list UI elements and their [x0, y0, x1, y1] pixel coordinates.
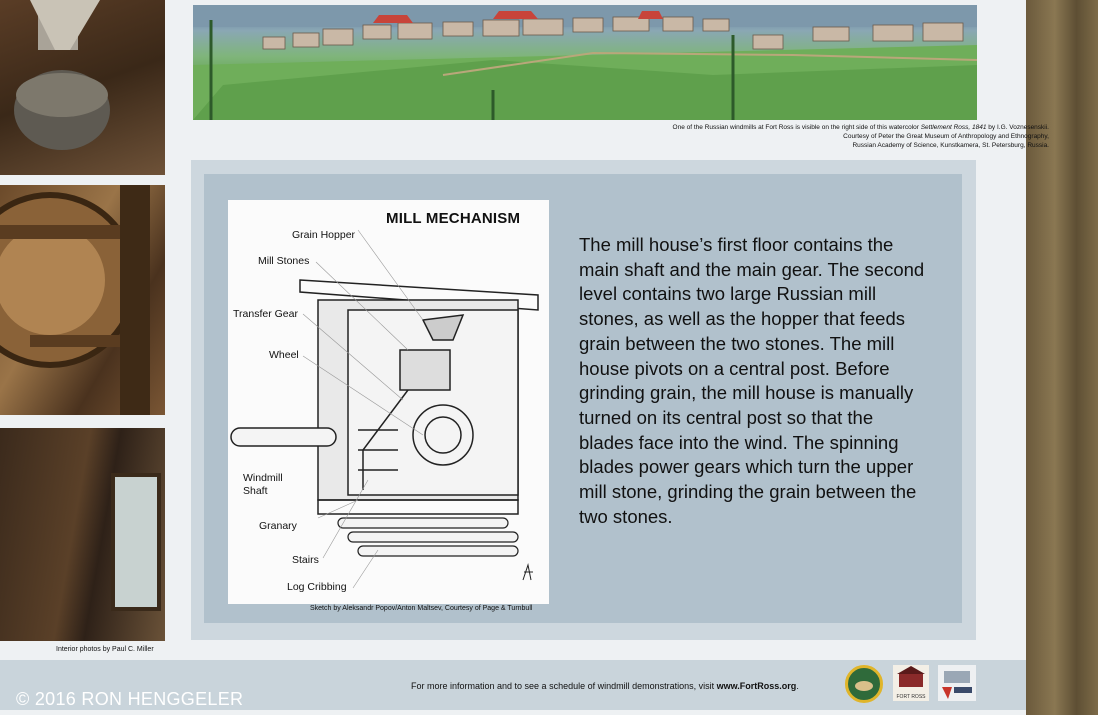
label-windmill-shaft — [243, 472, 283, 498]
copyright-watermark: © 2016 RON HENGGELER — [16, 689, 244, 709]
label-transfer-gear: Transfer Gear — [233, 308, 298, 320]
interior-photo-gear — [0, 185, 165, 415]
mill-description: The mill house’s first floor contains the main shaft and the main gear. The second level contains two large Russian mill stones, as well as the hopper that feeds grain between the two stones. The mill house pivots on a central post. Before grinding grain, the mill house is manually turned on its central post so that the blades face into the wind. The spinning blades power gears which turn the upper mill stone, grinding the grain between the two stones. — [579, 234, 925, 527]
label-mill-stones: Mill Stones — [258, 255, 310, 267]
window — [111, 473, 161, 611]
label-windmill-line1: Windmill — [243, 472, 283, 484]
parks-logo — [845, 665, 883, 703]
renova-logo — [938, 665, 976, 701]
painting-caption-line1-post: by I.G. Voznesenskii. — [986, 124, 1049, 131]
interior-photo-millstone — [0, 0, 165, 175]
sketch-credit: Sketch by Aleksandr Popov/Anton Maltsev, Courtesy of Page & Turnbull — [310, 605, 533, 612]
painting-scene — [193, 5, 977, 120]
interior-photo-credit: Interior photos by Paul C. Miller — [56, 646, 154, 653]
more-info-pre: For more information and to see a schedule of windmill demonstrations, visit — [411, 681, 717, 691]
painting-title: Settlement Ross, 1841 — [920, 124, 987, 131]
fort-ross-conservancy-logo — [893, 665, 929, 701]
painting-caption-line3: Russian Academy of Science, Kunstkamera, St. Petersburg, Russia. — [852, 142, 1049, 149]
millstone-drawing — [0, 0, 165, 175]
settlement-ross-painting — [193, 5, 977, 120]
bear-emblem-icon — [848, 668, 880, 700]
gear-drawing — [0, 185, 165, 415]
fort-ross-logo-text: FORT ROSS — [896, 694, 926, 700]
label-grain-hopper: Grain Hopper — [292, 229, 356, 241]
renova-emblem-icon — [938, 665, 976, 701]
more-info-text — [411, 681, 799, 691]
interior-photo-window — [0, 428, 165, 641]
label-log-cribbing: Log Cribbing — [287, 581, 347, 593]
painting-caption — [619, 123, 1049, 150]
fortross-link[interactable]: www.FortRoss.org — [716, 681, 797, 691]
dry-grass-background — [1026, 0, 1098, 715]
diagram-title: MILL MECHANISM — [386, 210, 521, 227]
label-stairs: Stairs — [292, 554, 319, 566]
fort-building-icon — [893, 665, 929, 689]
label-wheel: Wheel — [269, 349, 299, 361]
more-info-post: . — [796, 681, 799, 691]
label-granary: Granary — [259, 520, 297, 532]
painting-caption-line1-pre: One of the Russian windmills at Fort Ross is visible on the right side of this watercolor — [672, 124, 921, 131]
painting-caption-line2: Courtesy of Peter the Great Museum of Anthropology and Ethnography, — [843, 133, 1049, 140]
label-windmill-line2: Shaft — [243, 485, 268, 497]
